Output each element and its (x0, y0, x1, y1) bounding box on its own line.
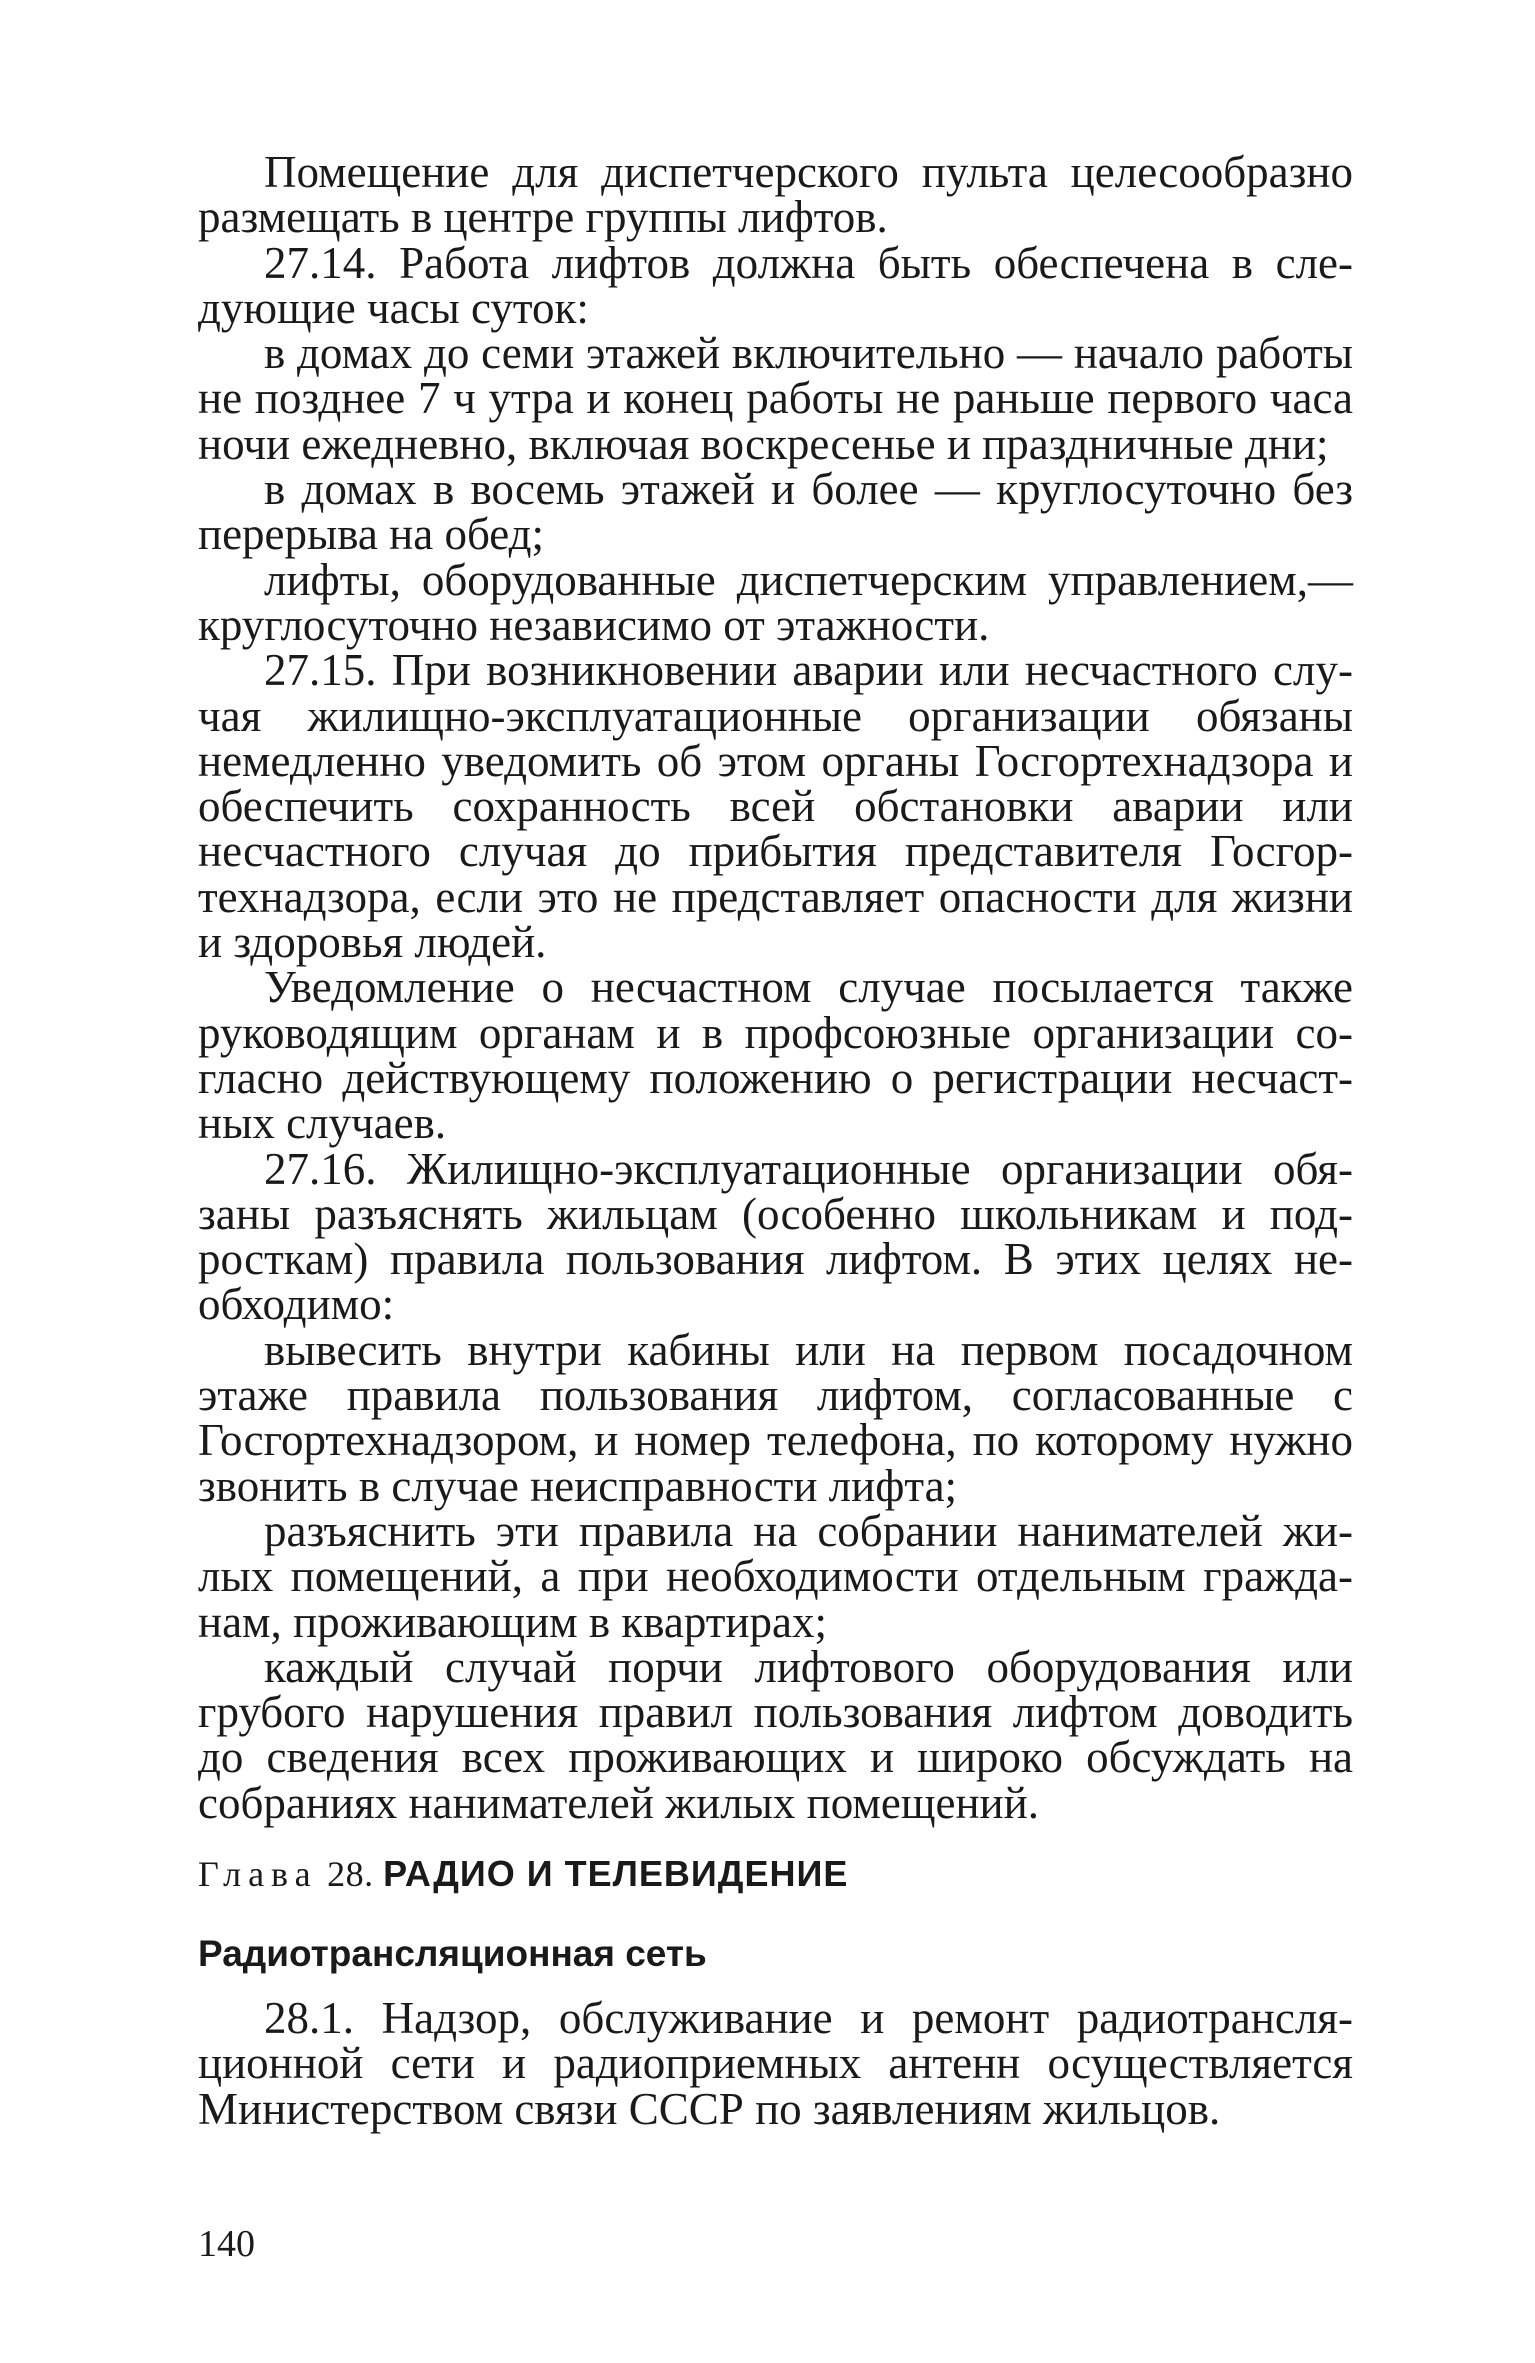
page-number: 140 (198, 2223, 255, 2265)
paragraph-27-14: 27.14. Работа лифтов должна быть обеспечена в следующие часы суток: (198, 237, 1353, 333)
paragraph-27-16: 27.16. Жилищно-эксплуатационные организации обязаны разъяснять жильцам (особенно школьникам и подросткам) правила пользования лифтом. В этих целях необходимо: (198, 1143, 1353, 1330)
paragraph: Помещение для диспетчерского пульта целесообразно размещать в центре группы лифтов. (198, 147, 1353, 243)
chapter-word: Глава (198, 1853, 318, 1894)
paragraph-27-15: 27.15. При возникновении аварии или несчастного случая жилищно-эксплуатационные организации обязаны немедленно уведомить об этом органы Госгортехнадзора и обеспечить сохранность всей обстановки аварии или несчастного случая до прибытия представителя Госгортехнадзора, если это не представляет опасности для жизни и здоровья людей. (198, 645, 1353, 968)
list-item: каждый случай порчи лифтового оборудования или грубого нарушения правил пользования лифтом доводить до сведения всех проживающих и широко обсуждать на собраниях нанимателей жилых помещений. (198, 1641, 1353, 1828)
chapter-title: РАДИО И ТЕЛЕВИДЕНИЕ (383, 1852, 849, 1894)
chapter-heading (198, 1838, 1353, 1910)
page-body (198, 147, 1353, 2134)
list-item: разъяснить эти правила на собрании нанимателей жилых помещений, а при необходимости отдельным гражданам, проживающим в квартирах; (198, 1505, 1353, 1647)
list-item: в домах до семи этажей включительно — начало работы не позднее 7 ч утра и конец работы не раньше первого часа ночи ежедневно, включая воскресенье и праздничные дни; (198, 328, 1353, 469)
text-column (198, 147, 1353, 2134)
list-item: лифты, оборудованные диспетчерским управлением,— круглосуточно независимо от этажности. (198, 554, 1353, 650)
section-title: Радиотрансляционная сеть (198, 1932, 707, 1974)
paragraph: Уведомление о несчастном случае посылается также руководящим органам и в профсоюзные организации согласно действующему положению о регистрации несчастных случаев. (198, 962, 1353, 1149)
list-item: в домах в восемь этажей и более — круглосуточно без перерыва на обед; (198, 464, 1353, 560)
paragraph-28-1: 28.1. Надзор, обслуживание и ремонт радиотрансляционной сети и радиоприемных антенн осуществляется Министерством связи СССР по заявлениям жильцов. (198, 1992, 1353, 2134)
list-item: вывесить внутри кабины или на первом посадочном этаже правила пользования лифтом, согласованные с Госгортехнадзором, и номер телефона, по которому нужно звонить в случае неисправности лифта; (198, 1324, 1353, 1511)
chapter-number: 28. (327, 1853, 374, 1894)
